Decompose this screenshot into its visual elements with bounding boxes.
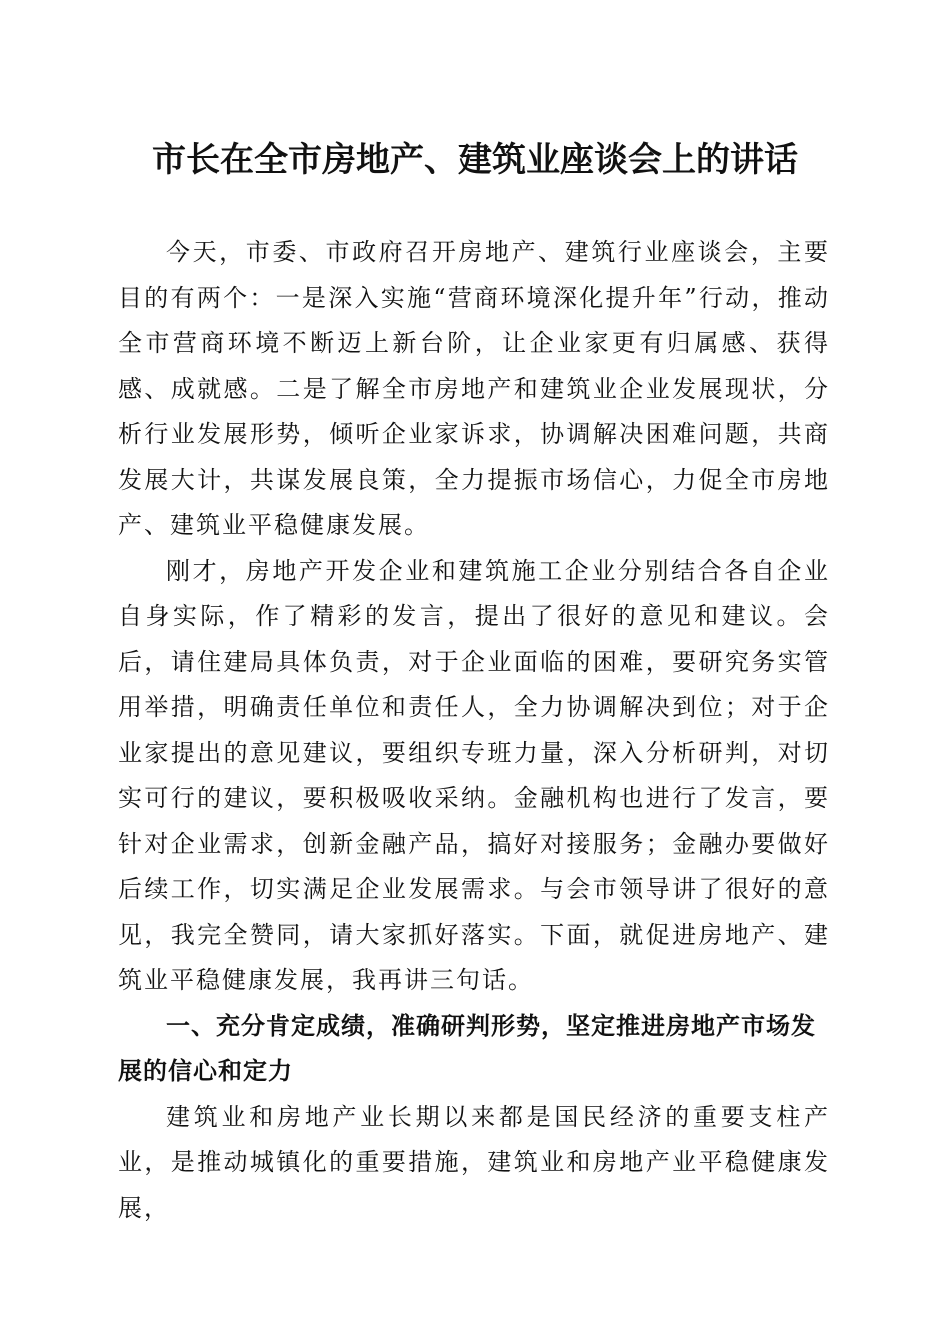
paragraph-section-1: 建筑业和房地产业长期以来都是国民经济的重要支柱产业，是推动城镇化的重要措施，建筑业和房地产业平稳健康发展， xyxy=(118,1102,830,1222)
document-body xyxy=(118,230,830,1231)
paragraph-intro: 今天，市委、市政府召开房地产、建筑行业座谈会，主要目的有两个：一是深入实施“营商环境深化提升年”行动，推动全市营商环境不断迈上新台阶，让企业家更有归属感、获得感、成就感。二是了解全市房地产和建筑业企业发展现状，分析行业发展形势，倾听企业家诉求，协调解决困难问题，共商发展大计，共谋发展良策，全力提振市场信心，力促全市房地产、建筑业平稳健康发展。 xyxy=(118,238,830,539)
document-title: 市长在全市房地产、建筑业座谈会上的讲话 xyxy=(152,140,798,180)
section-heading-1: 一、充分肯定成绩，准确研判形势，坚定推进房地产市场发展的信心和定力 xyxy=(118,1011,816,1085)
paragraph-feedback: 刚才，房地产开发企业和建筑施工企业分别结合各自企业自身实际，作了精彩的发言，提出了很好的意见和建议。会后，请住建局具体负责，对于企业面临的困难，要研究务实管用举措，明确责任单位和责任人，全力协调解决到位；对于企业家提出的意见建议，要组织专班力量，深入分析研判，对切实可行的建议，要积极吸收采纳。金融机构也进行了发言，要针对企业需求，创新金融产品，搞好对接服务；金融办要做好后续工作，切实满足企业发展需求。与会市领导讲了很好的意见，我完全赞同，请大家抓好落实。下面，就促进房地产、建筑业平稳健康发展，我再讲三句话。 xyxy=(118,556,830,994)
